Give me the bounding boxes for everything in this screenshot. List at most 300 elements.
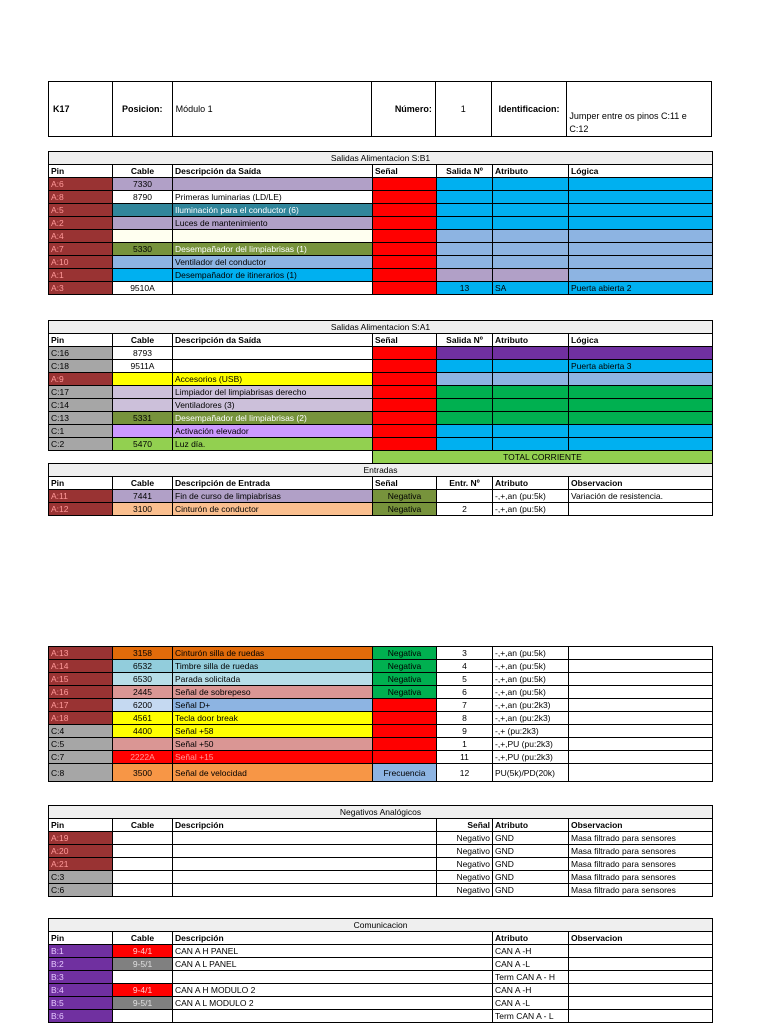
total-row [49, 451, 713, 464]
logica [569, 256, 713, 269]
senal: Negativa [373, 660, 437, 673]
cable [113, 425, 173, 438]
cable: 8790 [113, 191, 173, 204]
table-row [49, 647, 713, 660]
pin: A:9 [49, 373, 113, 386]
salidas-a1-title: Salidas Alimentacion S:A1 [49, 321, 713, 334]
cable [113, 871, 173, 884]
col-atributo: Atributo [493, 477, 569, 490]
cable: 2445 [113, 686, 173, 699]
identificacion-label: Identificacion: [492, 82, 568, 136]
table-row [49, 386, 713, 399]
descripcion: Señal +50 [173, 738, 373, 751]
senal [373, 373, 437, 386]
senal [373, 360, 437, 373]
descripcion [173, 832, 437, 845]
atributo: CAN A -L [493, 997, 569, 1010]
descripcion: Accesorios (USB) [173, 373, 373, 386]
col-atributo: Atributo [493, 334, 569, 347]
descripcion: Luz día. [173, 438, 373, 451]
col-cable: Cable [113, 819, 173, 832]
cable: 9-5/1 [113, 997, 173, 1010]
table-row [49, 997, 713, 1010]
logica [569, 347, 713, 360]
atributo: CAN A -H [493, 984, 569, 997]
table-row [49, 256, 713, 269]
pin: A:17 [49, 699, 113, 712]
cable [113, 230, 173, 243]
descripcion: Parada solicitada [173, 673, 373, 686]
pin: A:7 [49, 243, 113, 256]
cable [113, 845, 173, 858]
observacion: Masa filtrado para sensores [569, 845, 713, 858]
pin: B:6 [49, 1010, 113, 1023]
pin: C:1 [49, 425, 113, 438]
salida-num [437, 399, 493, 412]
table-row [49, 725, 713, 738]
table-row [49, 399, 713, 412]
atributo: -,+,an (pu:2k3) [493, 712, 569, 725]
cable [113, 858, 173, 871]
observacion [569, 984, 713, 997]
cable: 8793 [113, 347, 173, 360]
col-descripcion: Descripción [173, 932, 493, 945]
senal: Negativo [437, 858, 493, 871]
atributo [493, 373, 569, 386]
negativos-title: Negativos Analógicos [49, 806, 713, 819]
atributo [493, 191, 569, 204]
salida-num [437, 178, 493, 191]
table-row [49, 178, 713, 191]
atributo: -,+,an (pu:5k) [493, 660, 569, 673]
logica [569, 399, 713, 412]
senal: Negativo [437, 832, 493, 845]
cable: 3100 [113, 503, 173, 516]
descripcion [173, 884, 437, 897]
senal [373, 347, 437, 360]
salida-num [437, 191, 493, 204]
pin: C:17 [49, 386, 113, 399]
col-logica: Lógica [569, 334, 713, 347]
cable [113, 256, 173, 269]
pin: A:20 [49, 845, 113, 858]
senal: Negativa [373, 503, 437, 516]
table-row [49, 871, 713, 884]
table-row [49, 764, 713, 782]
pin: A:15 [49, 673, 113, 686]
cable: 9-4/1 [113, 945, 173, 958]
atributo: -,+,PU (pu:2k3) [493, 738, 569, 751]
table-row [49, 958, 713, 971]
table-row [49, 282, 713, 295]
senal [373, 178, 437, 191]
senal [373, 712, 437, 725]
numero-value: 1 [436, 82, 492, 136]
descripcion: Timbre silla de ruedas [173, 660, 373, 673]
observacion [569, 971, 713, 984]
descripcion: CAN A H MODULO 2 [173, 984, 493, 997]
posicion-value: Módulo 1 [173, 82, 372, 136]
col-pin: Pin [49, 165, 113, 178]
descripcion [173, 360, 373, 373]
comunicacion-title: Comunicacion [49, 919, 713, 932]
module-header [48, 81, 712, 137]
logica [569, 217, 713, 230]
table-row [49, 971, 713, 984]
descripcion: Señal +15 [173, 751, 373, 764]
cable: 5331 [113, 412, 173, 425]
observacion [569, 699, 713, 712]
salida-num [437, 412, 493, 425]
logica [569, 230, 713, 243]
cable: 4400 [113, 725, 173, 738]
table-row [49, 269, 713, 282]
atributo [493, 347, 569, 360]
total-corriente: TOTAL CORRIENTE [373, 451, 713, 464]
salida-num [437, 269, 493, 282]
table-row [49, 425, 713, 438]
senal: Negativo [437, 871, 493, 884]
observacion [569, 647, 713, 660]
observacion [569, 945, 713, 958]
col-descripcion: Descripción [173, 819, 437, 832]
negativos-table [48, 805, 713, 897]
descripcion [173, 178, 373, 191]
col-observacion: Observacion [569, 932, 713, 945]
logica [569, 438, 713, 451]
salida-num [437, 438, 493, 451]
observacion: Variación de resistencia. [569, 490, 713, 503]
descripcion: CAN A H PANEL [173, 945, 493, 958]
entrada-num: 6 [437, 686, 493, 699]
col-salida-num: Salida Nº [437, 165, 493, 178]
descripcion: Señal de sobrepeso [173, 686, 373, 699]
col-senal: Señal [437, 819, 493, 832]
table-row [49, 673, 713, 686]
table-row [49, 858, 713, 871]
logica [569, 269, 713, 282]
descripcion [173, 845, 437, 858]
descripcion [173, 282, 373, 295]
cable: 9510A [113, 282, 173, 295]
table-row [49, 712, 713, 725]
pin: A:19 [49, 832, 113, 845]
descripcion [173, 871, 437, 884]
pin: A:4 [49, 230, 113, 243]
senal [373, 269, 437, 282]
numero-label: Número: [372, 82, 436, 136]
cable: 9-5/1 [113, 958, 173, 971]
pin: C:7 [49, 751, 113, 764]
table-row [49, 751, 713, 764]
atributo: -,+,an (pu:5k) [493, 490, 569, 503]
observacion [569, 673, 713, 686]
descripcion: Tecla door break [173, 712, 373, 725]
entradas-title: Entradas [49, 464, 713, 477]
entrada-num: 1 [437, 738, 493, 751]
entradas-continuation-table [48, 646, 713, 782]
atributo [493, 386, 569, 399]
descripcion: CAN A L MODULO 2 [173, 997, 493, 1010]
col-descripcion: Descripción da Saída [173, 334, 373, 347]
atributo [493, 256, 569, 269]
logica: Puerta abierta 2 [569, 282, 713, 295]
descripcion: CAN A L PANEL [173, 958, 493, 971]
col-salida-num: Salida Nº [437, 334, 493, 347]
atributo [493, 399, 569, 412]
salida-num [437, 217, 493, 230]
pin: C:2 [49, 438, 113, 451]
col-atributo: Atributo [493, 932, 569, 945]
descripcion [173, 347, 373, 360]
descripcion: Desempañador del limpiabrisas (2) [173, 412, 373, 425]
col-cable: Cable [113, 165, 173, 178]
senal [373, 256, 437, 269]
observacion [569, 738, 713, 751]
pin: A:11 [49, 490, 113, 503]
pin: A:2 [49, 217, 113, 230]
pin: A:1 [49, 269, 113, 282]
table-row [49, 1010, 713, 1023]
senal [373, 412, 437, 425]
cable [113, 884, 173, 897]
col-descripcion: Descripción de Entrada [173, 477, 373, 490]
atributo: GND [493, 871, 569, 884]
pin: C:16 [49, 347, 113, 360]
cable: 9511A [113, 360, 173, 373]
col-cable: Cable [113, 932, 173, 945]
pin: A:21 [49, 858, 113, 871]
cable: 7330 [113, 178, 173, 191]
salida-num [437, 347, 493, 360]
entrada-num: 8 [437, 712, 493, 725]
descripcion: Cinturón silla de ruedas [173, 647, 373, 660]
descripcion: Señal de velocidad [173, 764, 373, 782]
comunicacion-table [48, 918, 713, 1023]
observacion: Masa filtrado para sensores [569, 884, 713, 897]
pin: A:3 [49, 282, 113, 295]
pin: A:13 [49, 647, 113, 660]
observacion [569, 1010, 713, 1023]
atributo [493, 243, 569, 256]
table-row [49, 360, 713, 373]
identificacion-line-1: Jumper entre os pinos C:11 e [569, 111, 687, 121]
atributo [493, 412, 569, 425]
senal [373, 425, 437, 438]
descripcion [173, 858, 437, 871]
table-row [49, 438, 713, 451]
atributo: -,+,an (pu:2k3) [493, 699, 569, 712]
table-row [49, 699, 713, 712]
senal [373, 243, 437, 256]
col-pin: Pin [49, 477, 113, 490]
col-entrada-num: Entr. Nº [437, 477, 493, 490]
col-senal: Señal [373, 334, 437, 347]
descripcion: Fin de curso de limpiabrisas [173, 490, 373, 503]
cable [113, 217, 173, 230]
descripcion: Primeras luminarias (LD/LE) [173, 191, 373, 204]
entrada-num: 11 [437, 751, 493, 764]
senal: Negativa [373, 686, 437, 699]
pin: C:18 [49, 360, 113, 373]
pin: C:13 [49, 412, 113, 425]
descripcion: Desempañador de itinerarios (1) [173, 269, 373, 282]
cable [113, 1010, 173, 1023]
atributo: -,+,an (pu:5k) [493, 673, 569, 686]
table-row [49, 686, 713, 699]
atributo [493, 269, 569, 282]
col-observacion: Observacion [569, 477, 713, 490]
col-pin: Pin [49, 932, 113, 945]
pin: B:5 [49, 997, 113, 1010]
logica [569, 412, 713, 425]
col-atributo: Atributo [493, 165, 569, 178]
cable [113, 399, 173, 412]
pin: C:3 [49, 871, 113, 884]
cable: 3500 [113, 764, 173, 782]
entrada-num: 2 [437, 503, 493, 516]
atributo: GND [493, 845, 569, 858]
entrada-num: 9 [437, 725, 493, 738]
senal [373, 399, 437, 412]
cable: 5470 [113, 438, 173, 451]
senal [373, 191, 437, 204]
cable: 7441 [113, 490, 173, 503]
entrada-num: 3 [437, 647, 493, 660]
cable: 6530 [113, 673, 173, 686]
salidas-a1-table [48, 320, 713, 516]
identificacion-value [567, 82, 711, 136]
senal [373, 725, 437, 738]
senal [373, 699, 437, 712]
senal [373, 751, 437, 764]
salidas-b1-table [48, 151, 713, 295]
logica [569, 425, 713, 438]
pin: C:14 [49, 399, 113, 412]
cable: 6200 [113, 699, 173, 712]
col-pin: Pin [49, 819, 113, 832]
senal: Negativo [437, 845, 493, 858]
salida-num [437, 204, 493, 217]
observacion [569, 725, 713, 738]
pin: B:2 [49, 958, 113, 971]
pin: C:8 [49, 764, 113, 782]
pin: C:4 [49, 725, 113, 738]
table-row [49, 738, 713, 751]
table-row [49, 373, 713, 386]
logica [569, 178, 713, 191]
atributo: -,+,an (pu:5k) [493, 503, 569, 516]
observacion: Masa filtrado para sensores [569, 832, 713, 845]
observacion [569, 751, 713, 764]
senal [373, 738, 437, 751]
cable [113, 971, 173, 984]
table-row [49, 347, 713, 360]
descripcion: Señal D+ [173, 699, 373, 712]
table-row [49, 503, 713, 516]
cable: 6532 [113, 660, 173, 673]
identificacion-line-2: C:12 [569, 124, 589, 134]
atributo [493, 360, 569, 373]
atributo: GND [493, 884, 569, 897]
logica [569, 386, 713, 399]
atributo [493, 438, 569, 451]
observacion [569, 997, 713, 1010]
senal [373, 230, 437, 243]
col-logica: Lógica [569, 165, 713, 178]
senal: Negativa [373, 490, 437, 503]
atributo [493, 230, 569, 243]
descripcion: Desempañador del limpiabrisas (1) [173, 243, 373, 256]
salida-num [437, 256, 493, 269]
cable: 5330 [113, 243, 173, 256]
table-row [49, 832, 713, 845]
atributo: -,+,PU (pu:2k3) [493, 751, 569, 764]
atributo [493, 425, 569, 438]
col-pin: Pin [49, 334, 113, 347]
descripcion: Cinturón de conductor [173, 503, 373, 516]
salida-num: 13 [437, 282, 493, 295]
posicion-label: Posicion: [113, 82, 173, 136]
pin: B:1 [49, 945, 113, 958]
descripcion: Iluminación para el conductor (6) [173, 204, 373, 217]
logica [569, 373, 713, 386]
atributo: Term CAN A - L [493, 1010, 569, 1023]
salida-num [437, 230, 493, 243]
table-row [49, 660, 713, 673]
col-senal: Señal [373, 477, 437, 490]
entrada-num: 7 [437, 699, 493, 712]
entrada-num [437, 490, 493, 503]
senal [373, 438, 437, 451]
descripcion: Limpiador del limpiabrisas derecho [173, 386, 373, 399]
salida-num [437, 243, 493, 256]
table-row [49, 412, 713, 425]
cable [113, 738, 173, 751]
cable [113, 373, 173, 386]
atributo [493, 204, 569, 217]
atributo [493, 217, 569, 230]
atributo: PU(5k)/PD(20k) [493, 764, 569, 782]
logica [569, 191, 713, 204]
col-senal: Señal [373, 165, 437, 178]
module-code: K17 [49, 82, 113, 136]
entrada-num: 5 [437, 673, 493, 686]
observacion [569, 764, 713, 782]
cable: 2222A [113, 751, 173, 764]
logica [569, 204, 713, 217]
observacion [569, 712, 713, 725]
cable: 4561 [113, 712, 173, 725]
descripcion [173, 1010, 493, 1023]
senal [373, 217, 437, 230]
atributo: -,+ (pu:2k3) [493, 725, 569, 738]
logica [569, 243, 713, 256]
atributo: CAN A -H [493, 945, 569, 958]
cable: 3158 [113, 647, 173, 660]
pin: A:6 [49, 178, 113, 191]
pin: A:8 [49, 191, 113, 204]
col-atributo: Atributo [493, 819, 569, 832]
atributo [493, 178, 569, 191]
pin: C:5 [49, 738, 113, 751]
entrada-num: 4 [437, 660, 493, 673]
descripcion: Señal +58 [173, 725, 373, 738]
atributo: CAN A -L [493, 958, 569, 971]
descripcion: Ventiladores (3) [173, 399, 373, 412]
pin: A:10 [49, 256, 113, 269]
pin: A:18 [49, 712, 113, 725]
